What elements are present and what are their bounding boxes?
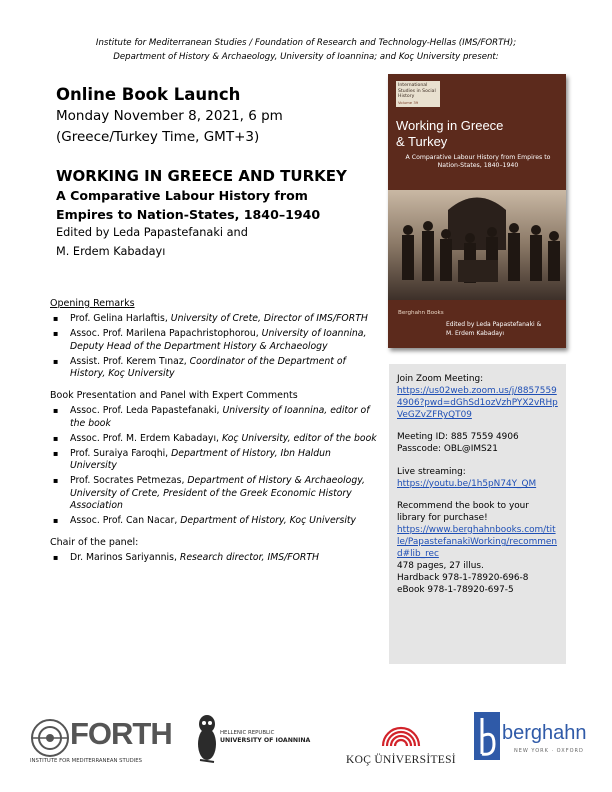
zoom-link[interactable]: https://us02web.zoom.us/j/88575594906?pwd=dGhSd1ozVzhPYX2vRHpVeGZvZFRyQT09 xyxy=(397,386,558,421)
koc-logo xyxy=(336,712,466,772)
stream-link[interactable]: https://youtu.be/1h5pN74Y_QM xyxy=(397,478,537,489)
page-count: 478 pages, 27 illus. xyxy=(397,561,484,572)
cover-series-name: International Studies in Social History xyxy=(398,83,436,100)
ebook-isbn: eBook 978-1-78920-697-5 xyxy=(397,585,514,596)
presenters-header xyxy=(40,36,572,64)
passcode: Passcode: OBL@IMS21 xyxy=(397,444,498,455)
speaker-affiliation: University of Ioannina, editor of the book xyxy=(70,405,370,429)
list-item xyxy=(50,433,380,445)
book-editors-2: M. Erdem Kabadayı xyxy=(56,244,166,258)
cover-editors-2: M. Erdem Kabadayı xyxy=(446,330,505,337)
berghahn-logo xyxy=(474,712,604,772)
zoom-label: Join Zoom Meeting: xyxy=(397,374,484,384)
list-item xyxy=(50,515,380,527)
stream-label: Live streaming: xyxy=(397,466,466,477)
cover-editors xyxy=(446,320,564,338)
launch-date: Monday November 8, 2021, 6 pm xyxy=(56,108,283,124)
forth-subtitle: INSTITUTE FOR MEDITERRANEAN STUDIES xyxy=(30,758,142,764)
berghahn-wordmark: berghahn xyxy=(502,722,587,744)
speaker-affiliation: Koç University, editor of the book xyxy=(221,432,377,444)
koc-wordmark: KOÇ ÜNİVERSİTESİ xyxy=(346,754,456,766)
panel-title: Book Presentation and Panel with Expert Comments xyxy=(50,390,298,402)
book-block xyxy=(56,166,376,261)
hardback-isbn: Hardback 978-1-78920-696-8 xyxy=(397,573,529,584)
list-item xyxy=(50,405,380,429)
cover-title-1: Working in Greece xyxy=(396,118,504,133)
forth-emblem-icon xyxy=(30,718,70,758)
ioannina-logo xyxy=(196,712,336,772)
book-subtitle-2: Empires to Nation-States, 1840–1940 xyxy=(56,207,321,222)
header-line-1: Institute for Mediterranean Studies / Foundation of Research and Technology-Hellas (IMS/FORTH); xyxy=(95,38,517,48)
koc-emblem-icon xyxy=(379,714,423,750)
speaker-affiliation: Coordinator of the Department of History, Koç University xyxy=(70,355,346,380)
opening-title: Opening Remarks xyxy=(50,298,135,309)
speaker-affiliation: Department of History, Koç University xyxy=(180,515,357,527)
cover-title-block xyxy=(396,118,560,169)
list-item xyxy=(50,356,380,380)
cover-title-2: & Turkey xyxy=(396,134,448,149)
book-editors-1: Edited by Leda Papastefanaki and xyxy=(56,226,248,239)
speaker-affiliation: University of Ioannina, Deputy Head of the Department History & Archaeology xyxy=(70,328,367,352)
ioannina-line-2: UNIVERSITY OF IOANNINA xyxy=(220,737,311,744)
recommend-label: Recommend the book to your library for purchase! xyxy=(397,500,529,523)
speaker-name: Assoc. Prof. Leda Papastefanaki, xyxy=(70,405,223,417)
speaker-affiliation: Department of History & Archaeology, University of Crete, President of the Greek Economic History Association xyxy=(70,475,365,511)
list-item xyxy=(50,475,380,512)
program xyxy=(50,298,380,565)
speaker-name: Assist. Prof. Kerem Tınaz, xyxy=(70,355,190,367)
header-line-2: Department of History & Archaeology, University of Ioannina; and Koç University present: xyxy=(113,52,499,62)
list-item xyxy=(50,448,380,472)
speaker-name: Assoc. Prof. M. Erdem Kabadayı, xyxy=(70,432,222,444)
launch-timezone: (Greece/Turkey Time, GMT+3) xyxy=(56,129,260,145)
speaker-affiliation: Department of History, Ibn Haldun University xyxy=(70,448,331,472)
opening-list xyxy=(50,313,380,380)
cover-series-label xyxy=(396,81,440,107)
launch-title: Online Book Launch xyxy=(56,85,241,104)
speaker-affiliation: Research director, IMS/FORTH xyxy=(179,552,320,564)
ioannina-line-1: HELLENIC REPUBLIC xyxy=(220,730,275,736)
list-item xyxy=(50,313,380,325)
cover-volume: Volume 39 xyxy=(398,99,419,105)
book-subtitle-1: A Comparative Labour History from xyxy=(56,188,308,203)
book-cover xyxy=(388,74,566,348)
panel-list xyxy=(50,405,380,527)
speaker-name: Prof. Gelina Harlaftis, xyxy=(70,313,171,325)
speaker-name: Dr. Marinos Sariyannis, xyxy=(70,552,180,564)
speaker-affiliation: University of Crete, Director of IMS/FORTH xyxy=(170,313,368,325)
cover-editors-1: Edited by Leda Papastefanaki & xyxy=(446,321,542,328)
book-title: WORKING IN GREECE AND TURKEY xyxy=(56,167,347,185)
launch-block xyxy=(56,84,356,148)
speaker-name: Assoc. Prof. Can Nacar, xyxy=(70,515,181,527)
cover-publisher: Berghahn Books xyxy=(398,310,444,316)
meeting-id: Meeting ID: 885 7559 4906 xyxy=(397,432,519,443)
cover-subtitle: A Comparative Labour History from Empires to Nation-States, 1840–1940 xyxy=(405,154,551,169)
forth-wordmark: FORTH xyxy=(70,716,172,751)
info-sidebox xyxy=(389,364,566,664)
owl-icon xyxy=(196,712,218,764)
forth-logo xyxy=(30,716,180,766)
logo-strip xyxy=(0,706,612,776)
chair-list xyxy=(50,552,380,564)
chair-title: Chair of the panel: xyxy=(50,537,139,549)
book-link[interactable]: https://www.berghahnbooks.com/title/PapastefanakiWorking/recommend#lib_rec xyxy=(397,524,557,560)
speaker-name: Prof. Socrates Petmezas, xyxy=(70,475,188,487)
berghahn-subtitle: NEW YORK · OXFORD xyxy=(514,748,584,754)
list-item xyxy=(50,328,380,352)
speaker-name: Prof. Suraiya Faroqhi, xyxy=(70,448,172,460)
list-item xyxy=(50,552,380,564)
speaker-name: Assoc. Prof. Marilena Papachristophorou, xyxy=(70,328,262,340)
berghahn-b-icon xyxy=(474,712,500,760)
